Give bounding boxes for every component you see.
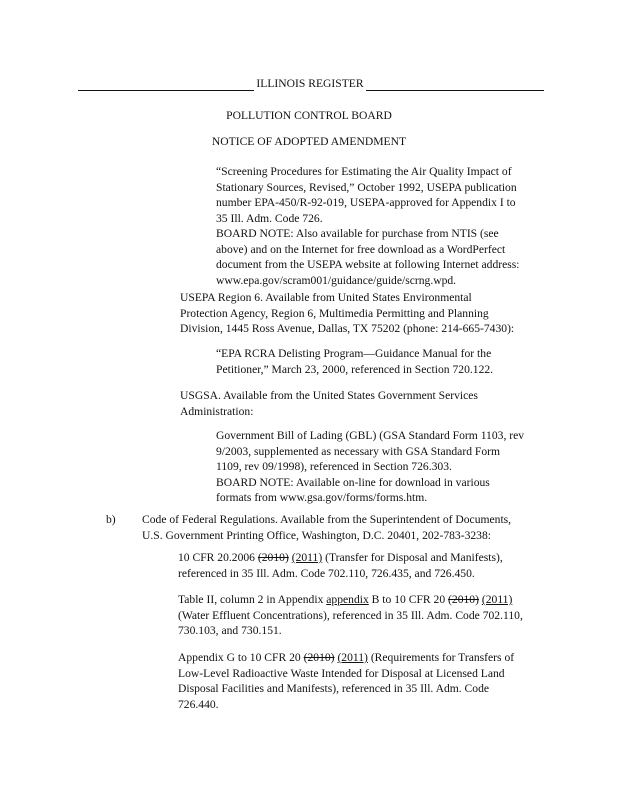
subsection-label: b) xyxy=(106,513,116,526)
deleted-text: (2010) xyxy=(303,651,335,664)
text-line xyxy=(178,650,550,666)
text-line: Stationary Sources, Revised,” October 1992, USEPA publication xyxy=(216,180,517,194)
cfr-paragraph xyxy=(142,512,552,543)
text-run: Appendix G to 10 CFR 20 xyxy=(178,651,304,664)
screening-procedures-paragraph xyxy=(216,164,546,288)
usepa-region6-paragraph xyxy=(180,290,546,337)
deleted-text: (2010) xyxy=(257,551,289,564)
bill-of-lading-paragraph xyxy=(216,428,546,506)
text-line: Code of Federal Regulations. Available from the Superintendent of Documents, xyxy=(142,513,512,526)
text-run: (Requirements for Transfers of xyxy=(367,651,515,664)
text-line: U.S. Government Printing Office, Washington, D.C. 20401, 202-783-3238: xyxy=(142,528,492,542)
text-line: “EPA RCRA Delisting Program—Guidance Manual for the xyxy=(216,347,492,360)
text-line: document from the USEPA website at following Internet address: xyxy=(216,258,520,271)
text-line: formats from www.gsa.gov/forms/forms.htm. xyxy=(216,491,428,504)
delisting-program-paragraph xyxy=(216,346,546,377)
inserted-text: (2011) xyxy=(291,551,323,564)
header-rule-left xyxy=(78,90,254,91)
text-line xyxy=(178,592,550,608)
deleted-text: (2010) xyxy=(448,593,479,606)
usgsa-paragraph xyxy=(180,388,546,419)
text-line: (Water Effluent Concentrations), referenced in 35 Ill. Adm. Code 702.110, xyxy=(178,608,523,622)
text-line: USGSA. Available from the United States Government Services xyxy=(180,389,478,402)
text-line: Petitioner,” March 23, 2000, referenced in Section 720.122. xyxy=(216,362,494,376)
text-line: Protection Agency, Region 6, Multimedia Permitting and Planning xyxy=(180,306,489,320)
text-line: above) and on the Internet for free download as a WordPerfect xyxy=(216,242,506,256)
text-run: (Transfer for Disposal and Manifests), xyxy=(322,551,503,564)
text-line: Disposal Facilities and Manifests), referenced in 35 Ill. Adm. Code xyxy=(178,682,490,695)
table-ii-paragraph xyxy=(178,592,550,639)
text-line: BOARD NOTE: Also available for purchase from NTIS (see xyxy=(216,227,499,240)
text-line: Low-Level Radioactive Waste Intended for Disposal at Licensed Land xyxy=(178,666,505,680)
text-line: 730.103, and 730.151. xyxy=(178,624,282,637)
inserted-text: appendix xyxy=(326,593,369,606)
inserted-text: (2011) xyxy=(481,593,513,606)
text-line: 9/2003, supplemented as necessary with GSA Standard Form xyxy=(216,444,501,458)
text-run: B to 10 CFR 20 xyxy=(368,593,449,606)
text-line: Government Bill of Lading (GBL) (GSA Standard Form 1103, rev xyxy=(216,429,525,442)
text-line: BOARD NOTE: Available on-line for download in various xyxy=(216,475,490,489)
text-line: 1109, rev 09/1998), referenced in Section 726.303. xyxy=(216,460,452,473)
text-line xyxy=(178,550,550,566)
text-line: Division, 1445 Ross Avenue, Dallas, TX 75202 (phone: 214-665-7430): xyxy=(180,322,515,335)
text-run: Table II, column 2 in Appendix xyxy=(178,593,327,606)
text-line: “Screening Procedures for Estimating the Air Quality Impact of xyxy=(216,165,512,178)
text-line: referenced in 35 Ill. Adm. Code 702.110, 726.435, and 726.450. xyxy=(178,566,475,580)
text-line: USEPA Region 6. Available from United States Environmental xyxy=(180,291,472,304)
text-line: Administration: xyxy=(180,404,254,418)
register-title: ILLINOIS REGISTER xyxy=(256,77,364,90)
header-rule-right xyxy=(366,90,544,91)
board-title: POLLUTION CONTROL BOARD xyxy=(226,109,392,122)
text-line: 35 Ill. Adm. Code 726. xyxy=(216,211,323,225)
appendix-g-paragraph xyxy=(178,650,550,712)
text-line: www.epa.gov/scram001/guidance/guide/scrng.wpd. xyxy=(216,273,457,287)
text-line: number EPA-450/R-92-019, USEPA-approved for Appendix I to xyxy=(216,196,516,209)
cfr-20-2006-paragraph xyxy=(178,550,550,581)
inserted-text: (2011) xyxy=(337,651,368,664)
notice-title: NOTICE OF ADOPTED AMENDMENT xyxy=(211,135,407,148)
text-run: 10 CFR 20.2006 xyxy=(178,551,258,564)
text-line: 726.440. xyxy=(178,697,219,711)
